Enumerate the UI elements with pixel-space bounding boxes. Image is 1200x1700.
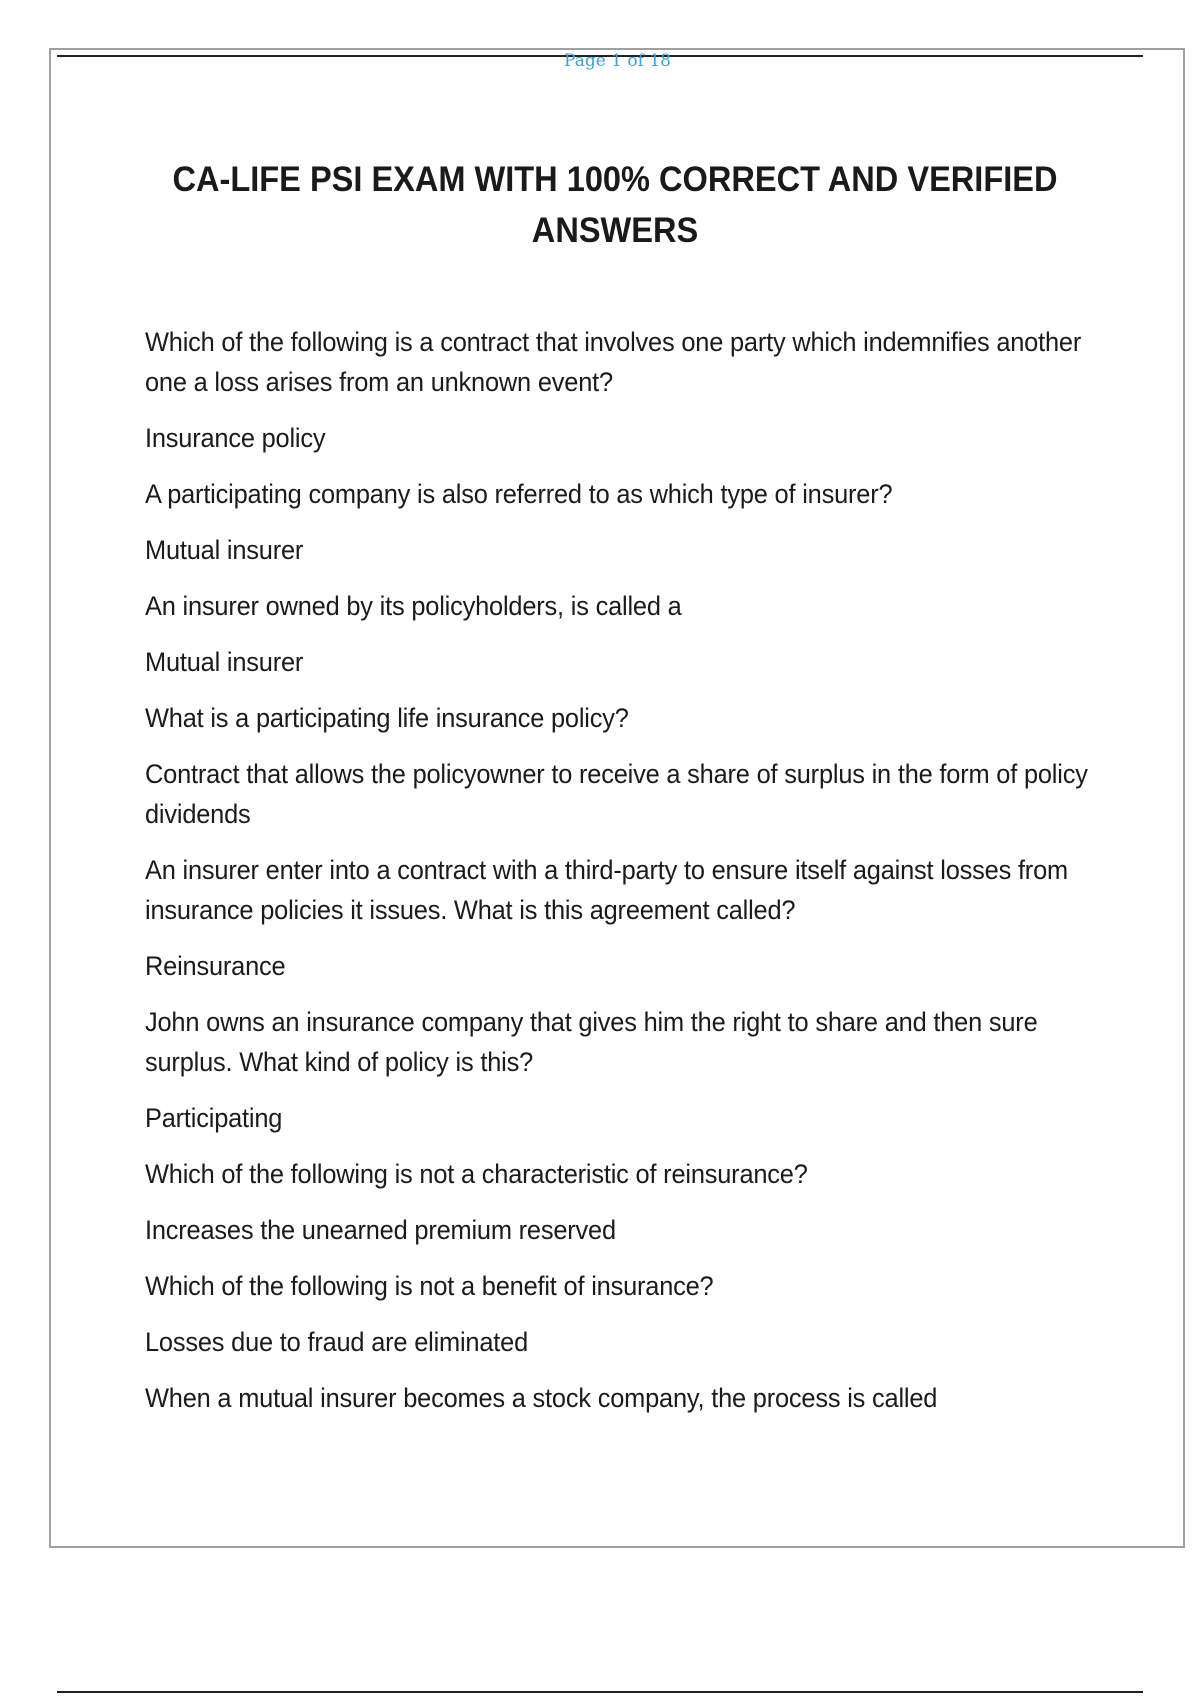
answer-3: Mutual insurer xyxy=(145,647,304,677)
question-5: An insurer enter into a contract with a third-party to ensure itself against losses from insurance policies it issues. What is this agreement called? xyxy=(145,855,1068,925)
question-8: Which of the following is not a benefit of insurance? xyxy=(145,1271,714,1301)
question-4: What is a participating life insurance policy? xyxy=(145,703,629,733)
footer-rule xyxy=(57,1691,1143,1693)
answer-5: Reinsurance xyxy=(145,951,286,981)
answer-2: Mutual insurer xyxy=(145,535,304,565)
question-2: A participating company is also referred to as which type of insurer? xyxy=(145,479,893,509)
document-title: CA-LIFE PSI EXAM WITH 100% CORRECT AND VERIFIED ANSWERS xyxy=(172,160,1058,250)
question-7: Which of the following is not a characteristic of reinsurance? xyxy=(145,1159,808,1189)
answer-1: Insurance policy xyxy=(145,423,326,453)
question-3: An insurer owned by its policyholders, is called a xyxy=(145,591,682,621)
answer-4: Contract that allows the policyowner to receive a share of surplus in the form of policy dividends xyxy=(145,759,1088,829)
question-9: When a mutual insurer becomes a stock company, the process is called xyxy=(145,1383,938,1413)
answer-8: Losses due to fraud are eliminated xyxy=(145,1327,529,1357)
qa-list xyxy=(145,322,1105,1434)
question-6: John owns an insurance company that gives him the right to share and then sure surplus. What kind of policy is this? xyxy=(145,1007,1038,1077)
answer-6: Participating xyxy=(145,1103,283,1133)
question-1: Which of the following is a contract that involves one party which indemnifies another one a loss arises from an unknown event? xyxy=(145,327,1082,397)
answer-7: Increases the unearned premium reserved xyxy=(145,1215,616,1245)
page-number: Page 1 of 18 xyxy=(564,51,671,71)
